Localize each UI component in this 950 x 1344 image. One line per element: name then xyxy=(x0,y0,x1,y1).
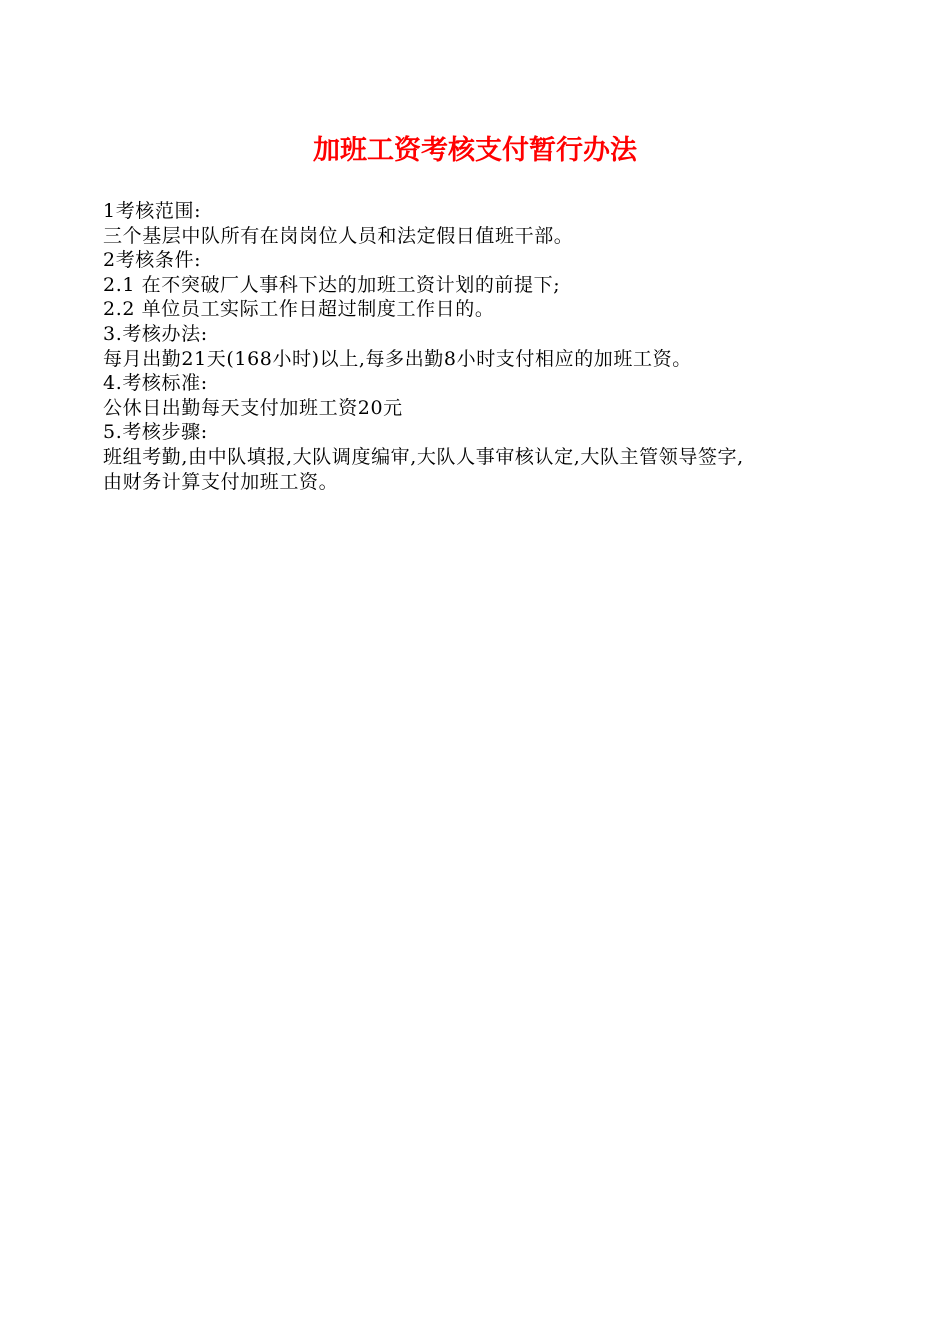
paragraph-method: 每月出勤21天(168小时)以上,每多出勤8小时支付相应的加班工资。 xyxy=(103,347,692,370)
document-body xyxy=(103,199,863,494)
section-heading-scope: 1考核范围: xyxy=(103,200,202,222)
paragraph-scope: 三个基层中队所有在岗岗位人员和法定假日值班干部。 xyxy=(103,224,574,247)
paragraph-steps-line-2: 由财务计算支付加班工资。 xyxy=(103,470,339,493)
paragraph-steps-line-1: 班组考勤,由中队填报,大队调度编审,大队人事审核认定,大队主管领导签字, xyxy=(103,445,744,468)
paragraph-condition-2-1: 2.1 在不突破厂人事科下达的加班工资计划的前提下; xyxy=(103,273,561,296)
paragraph-standard: 公休日出勤每天支付加班工资20元 xyxy=(103,396,403,419)
section-heading-conditions: 2考核条件: xyxy=(103,249,202,272)
section-heading-standard: 4.考核标准: xyxy=(103,372,208,395)
paragraph-condition-2-2: 2.2 单位员工实际工作日超过制度工作日的。 xyxy=(103,298,495,321)
section-heading-steps: 5.考核步骤: xyxy=(103,421,208,444)
section-heading-method: 3.考核办法: xyxy=(103,322,208,345)
document-title: 加班工资考核支付暂行办法 xyxy=(313,135,637,166)
